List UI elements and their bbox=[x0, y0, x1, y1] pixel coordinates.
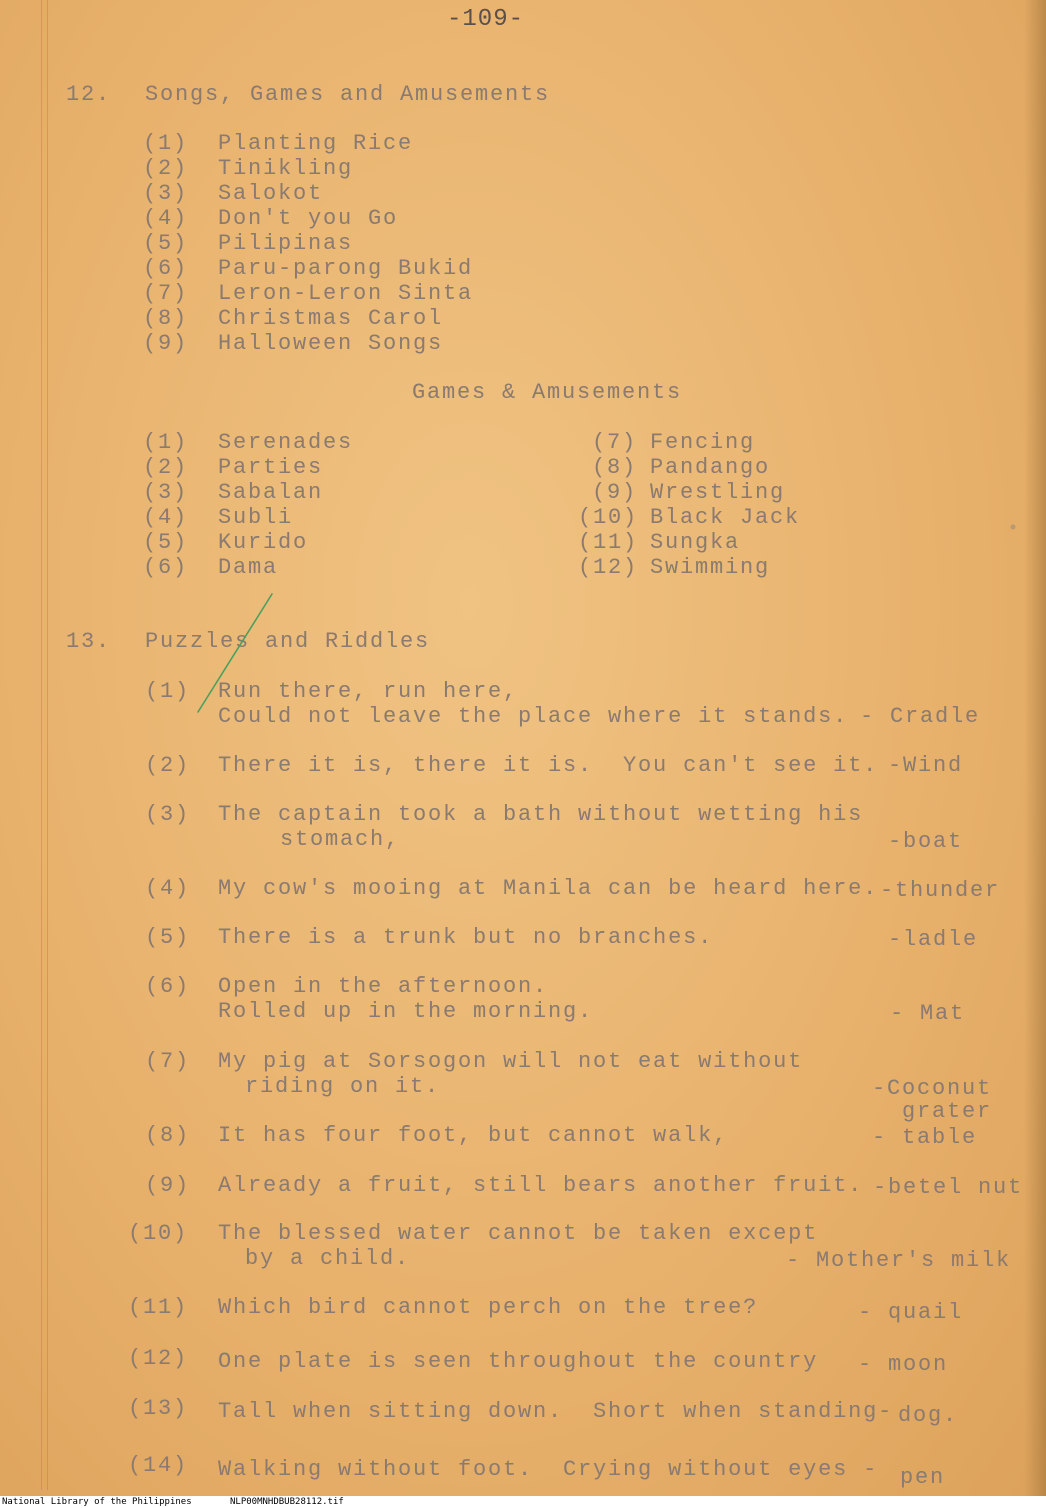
riddle-number: (7) bbox=[145, 1049, 191, 1074]
song-number: (2) bbox=[143, 156, 189, 181]
song-title: Leron-Leron Sinta bbox=[218, 281, 474, 306]
song-title: Don't you Go bbox=[218, 206, 399, 231]
song-number: (5) bbox=[143, 231, 189, 256]
riddle-number: (1) bbox=[145, 679, 191, 704]
song-number: (7) bbox=[143, 281, 189, 306]
song-title: Christmas Carol bbox=[218, 306, 444, 331]
song-title: Planting Rice bbox=[218, 131, 414, 156]
riddle-answer: -Wind bbox=[888, 753, 964, 778]
riddle-line: by a child. bbox=[245, 1246, 411, 1271]
game-title: Parties bbox=[218, 455, 324, 480]
riddle-line: Open in the afternoon. bbox=[218, 974, 549, 999]
riddle-line: stomach, bbox=[280, 827, 401, 852]
riddle-line: Walking without foot. Crying without eyes - bbox=[218, 1457, 879, 1482]
riddle-answer-continued: grater bbox=[902, 1099, 993, 1124]
song-number: (3) bbox=[143, 181, 189, 206]
game-title: Wrestling bbox=[650, 480, 786, 505]
game-number: (5) bbox=[143, 530, 189, 555]
riddle-line: My pig at Sorsogon will not eat without bbox=[218, 1049, 804, 1074]
song-number: (8) bbox=[143, 306, 189, 331]
game-title: Sabalan bbox=[218, 480, 324, 505]
riddle-line: Which bird cannot perch on the tree? bbox=[218, 1295, 759, 1320]
scan-footer bbox=[0, 1496, 1046, 1508]
riddle-line: There is a trunk but no branches. bbox=[218, 925, 714, 950]
games-heading: Games & Amusements bbox=[412, 380, 683, 405]
riddle-line: Already a fruit, still bears another fruit. bbox=[218, 1173, 864, 1198]
song-number: (9) bbox=[143, 331, 189, 356]
song-title: Salokot bbox=[218, 181, 324, 206]
game-number: (9) bbox=[592, 480, 638, 505]
game-number: (6) bbox=[143, 555, 189, 580]
riddle-number: (11) bbox=[128, 1295, 189, 1320]
page-number: -109- bbox=[447, 6, 525, 33]
song-title: Paru-parong Bukid bbox=[218, 256, 474, 281]
game-number: (12) bbox=[578, 555, 639, 580]
riddle-line: My cow's mooing at Manila can be heard here. bbox=[218, 876, 879, 901]
song-title: Tinikling bbox=[218, 156, 354, 181]
game-number: (10) bbox=[578, 505, 639, 530]
riddle-line: The blessed water cannot be taken except bbox=[218, 1221, 819, 1246]
page-blemish bbox=[1008, 522, 1018, 532]
section-12-title: Songs, Games and Amusements bbox=[145, 82, 551, 107]
game-title: Black Jack bbox=[650, 505, 801, 530]
riddle-answer: dog. bbox=[898, 1403, 959, 1428]
section-12-number: 12. bbox=[66, 82, 112, 107]
riddle-answer: - Mat bbox=[890, 1001, 966, 1026]
pencil-check-mark bbox=[190, 590, 290, 720]
game-title: Dama bbox=[218, 555, 279, 580]
riddle-line: Could not leave the place where it stands. bbox=[218, 704, 849, 729]
game-title: Kurido bbox=[218, 530, 309, 555]
riddle-answer: - table bbox=[872, 1125, 978, 1150]
song-title: Pilipinas bbox=[218, 231, 354, 256]
riddle-answer: -boat bbox=[888, 829, 964, 854]
game-number: (4) bbox=[143, 505, 189, 530]
riddle-number: (14) bbox=[128, 1453, 189, 1478]
riddle-answer: -thunder bbox=[880, 878, 1001, 903]
riddle-line: riding on it. bbox=[245, 1074, 441, 1099]
riddle-number: (2) bbox=[145, 753, 191, 778]
riddle-answer: - Mother's milk bbox=[786, 1248, 1012, 1273]
game-title: Pandango bbox=[650, 455, 771, 480]
song-number: (1) bbox=[143, 131, 189, 156]
riddle-line: One plate is seen throughout the country bbox=[218, 1349, 819, 1374]
riddle-answer: pen bbox=[900, 1465, 946, 1490]
game-number: (8) bbox=[592, 455, 638, 480]
riddle-line: Rolled up in the morning. bbox=[218, 999, 594, 1024]
riddle-line: Tall when sitting down. Short when standing- bbox=[218, 1399, 894, 1424]
riddle-number: (12) bbox=[128, 1346, 189, 1371]
margin-line-right bbox=[47, 0, 48, 1490]
song-number: (4) bbox=[143, 206, 189, 231]
section-13-number: 13. bbox=[66, 629, 112, 654]
riddle-line: Run there, run here, bbox=[218, 679, 519, 704]
riddle-answer: -Coconut bbox=[872, 1076, 993, 1101]
riddle-number: (6) bbox=[145, 974, 191, 999]
riddle-number: (5) bbox=[145, 925, 191, 950]
riddle-number: (8) bbox=[145, 1123, 191, 1148]
game-number: (1) bbox=[143, 430, 189, 455]
game-title: Swimming bbox=[650, 555, 771, 580]
riddle-number: (10) bbox=[128, 1221, 189, 1246]
riddle-line: It has four foot, but cannot walk, bbox=[218, 1123, 729, 1148]
riddle-number: (4) bbox=[145, 876, 191, 901]
game-title: Subli bbox=[218, 505, 294, 530]
riddle-line: The captain took a bath without wetting his bbox=[218, 802, 864, 827]
footer-library: National Library of the Philippines bbox=[2, 1497, 192, 1507]
game-title: Sungka bbox=[650, 530, 741, 555]
riddle-line: There it is, there it is. You can't see it. bbox=[218, 753, 879, 778]
riddle-number: (9) bbox=[145, 1173, 191, 1198]
riddle-answer: -betel nut bbox=[873, 1175, 1024, 1200]
riddle-answer: -ladle bbox=[888, 927, 979, 952]
pencil-stroke bbox=[198, 594, 272, 712]
game-title: Serenades bbox=[218, 430, 354, 455]
riddle-answer: - Cradle bbox=[860, 704, 981, 729]
game-number: (3) bbox=[143, 480, 189, 505]
game-title: Fencing bbox=[650, 430, 756, 455]
riddle-number: (13) bbox=[128, 1396, 189, 1421]
game-number: (2) bbox=[143, 455, 189, 480]
riddle-answer: - moon bbox=[858, 1352, 949, 1377]
song-title: Halloween Songs bbox=[218, 331, 444, 356]
game-number: (7) bbox=[592, 430, 638, 455]
riddle-number: (3) bbox=[145, 802, 191, 827]
riddle-answer: - quail bbox=[858, 1300, 964, 1325]
page-edge-shadow bbox=[1024, 0, 1046, 1508]
section-13-title: Puzzles and Riddles bbox=[145, 629, 431, 654]
song-number: (6) bbox=[143, 256, 189, 281]
margin-line-left bbox=[41, 0, 42, 1490]
footer-filename: NLP00MNHDBUB28112.tif bbox=[230, 1497, 344, 1507]
game-number: (11) bbox=[578, 530, 639, 555]
